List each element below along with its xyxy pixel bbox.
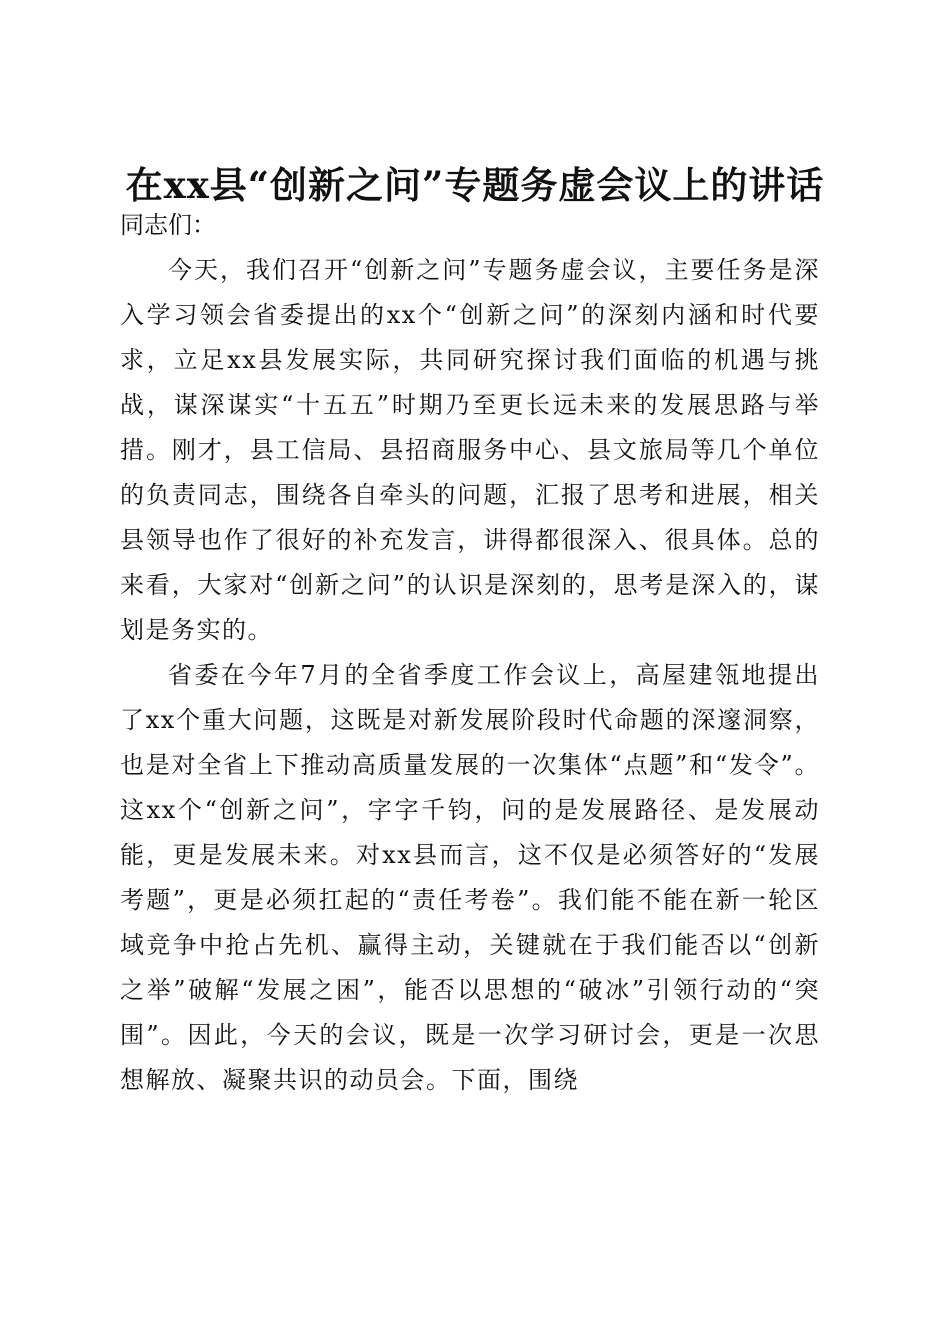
salutation: 同志们： [120, 211, 216, 239]
paragraph-2: 省委在今年7月的全省季度工作会议上，高屋建瓴地提出了xx个重大问题，这既是对新发展阶段时代命题的深邃洞察，也是对全省上下推动高质量发展的一次集体“点题”和“发令”。这xx个“创新之问”，字字千钧，问的是发展路径、是发展动能，更是发展未来。对xx县而言，这不仅是必须答好的“发展考题”，更是必须扛起的“责任考卷”。我们能不能在新一轮区域竞争中抢占先机、赢得主动，关键就在于我们能否以“创新之举”破解“发展之困”，能否以思想的“破冰”引领行动的“突围”。因此，今天的会议，既是一次学习研讨会，更是一次思想解放、凝聚共识的动员会。下面，围绕 [120, 661, 820, 1094]
document-body [120, 203, 820, 1103]
page-title: 在xx县“创新之问”专题务虚会议上的讲话 [125, 162, 825, 207]
paragraph-1: 今天，我们召开“创新之问”专题务虚会议，主要任务是深入学习领会省委提出的xx个“创新之问”的深刻内涵和时代要求，立足xx县发展实际，共同研究探讨我们面临的机遇与挑战，谋深谋实“十五五”时期乃至更长远未来的发展思路与举措。刚才，县工信局、县招商服务中心、县文旅局等几个单位的负责同志，围绕各自牵头的问题，汇报了思考和进展，相关县领导也作了很好的补充发言，讲得都很深入、很具体。总的来看，大家对“创新之问”的认识是深刻的，思考是深入的，谋划是务实的。 [120, 256, 820, 644]
